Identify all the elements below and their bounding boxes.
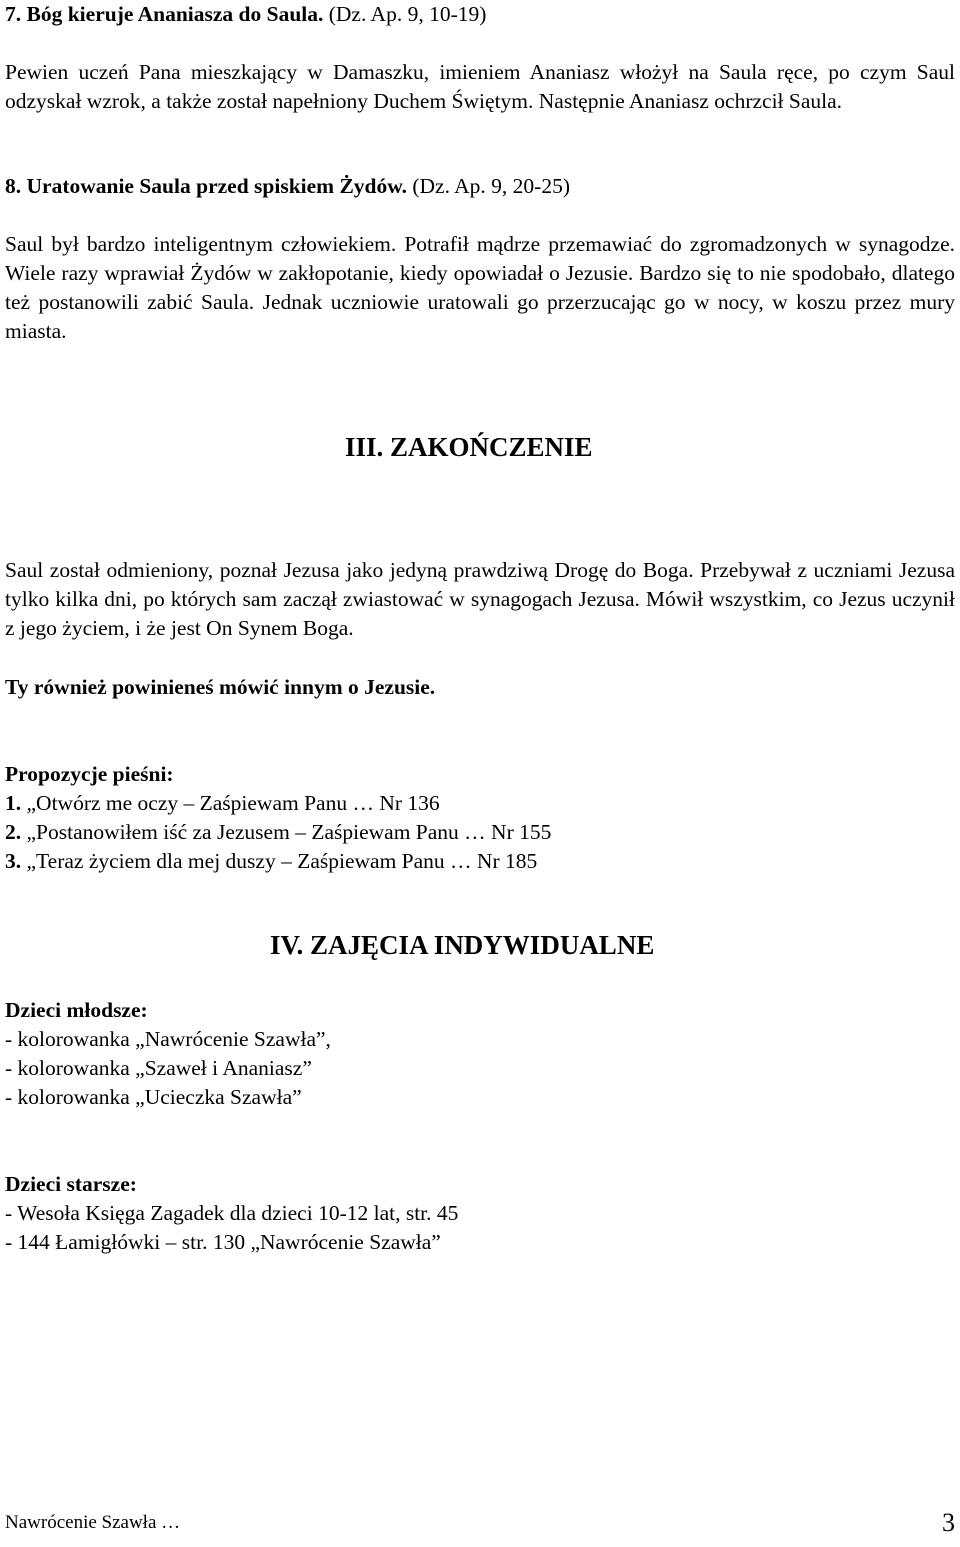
- song-dash: –: [295, 820, 306, 844]
- song-number: 2.: [5, 820, 22, 844]
- conclusion-body: Saul został odmieniony, poznał Jezusa jako jedyną prawdziwą Drogę do Boga. Przebywał z uczniami Jezusa tylko kilka dni, po których sam zaczął zwiastować w synagogach Jezusa. Mówił wszystkim, co Jezus uczynił z jego życiem, i że jest On Synem Boga.: [5, 558, 955, 640]
- older-item: - Wesoła Księga Zagadek dla dzieci 10-12 lat, str. 45: [5, 1201, 459, 1225]
- older-item: - 144 Łamigłówki – str. 130 „Nawrócenie Szawła”: [5, 1230, 441, 1254]
- section-8-heading: [5, 172, 955, 201]
- section-7-heading: [5, 0, 955, 29]
- page-number: 3: [942, 1508, 955, 1537]
- younger-item: - kolorowanka „Nawrócenie Szawła”,: [5, 1027, 331, 1051]
- song-item: [5, 789, 955, 818]
- section-8-body: Saul był bardzo inteligentnym człowiekiem. Potrafił mądrze przemawiać do zgromadzonych w synagodze. Wiele razy wprawiał Żydów w zakłopotanie, kiedy opowiadał o Jezusie. Bardzo się to nie spodobało, dlatego też postanowili zabić Saula. Jednak uczniowie uratowali go przerzucając go w nocy, w koszu przez mury miasta.: [5, 232, 955, 343]
- song-source: Zaśpiewam Panu … Nr 155: [311, 820, 552, 844]
- song-title: „Postanowiłem iść za Jezusem: [21, 820, 290, 844]
- song-source: Zaśpiewam Panu … Nr 136: [199, 791, 440, 815]
- older-title: Dzieci starsze:: [5, 1172, 137, 1196]
- younger-item: - kolorowanka „Ucieczka Szawła”: [5, 1085, 302, 1109]
- section-8-title: 8. Uratowanie Saula przed spiskiem Żydów.: [5, 174, 407, 198]
- song-title: „Otwórz me oczy: [21, 791, 179, 815]
- song-item: [5, 818, 955, 847]
- song-number: 1.: [5, 791, 22, 815]
- section-7-title: 7. Bóg kieruje Ananiasza do Saula.: [5, 2, 324, 26]
- song-dash: –: [281, 849, 292, 873]
- activities-heading: IV. ZAJĘCIA INDYWIDUALNE: [270, 930, 655, 960]
- section-8-ref: (Dz. Ap. 9, 20-25): [406, 174, 570, 198]
- conclusion-heading: III. ZAKOŃCZENIE: [345, 432, 593, 462]
- song-dash: –: [183, 791, 195, 815]
- conclusion-call: Ty również powinieneś mówić innym o Jezusie.: [5, 675, 436, 699]
- songs-title: Propozycje pieśni:: [5, 762, 174, 786]
- song-number: 3.: [5, 849, 22, 873]
- section-7-ref: (Dz. Ap. 9, 10-19): [323, 2, 487, 26]
- song-title: „Teraz życiem dla mej duszy: [21, 849, 276, 873]
- song-item: [5, 847, 955, 876]
- footer-title: Nawrócenie Szawła …: [5, 1512, 181, 1533]
- song-source: Zaśpiewam Panu … Nr 185: [297, 849, 538, 873]
- younger-item: - kolorowanka „Szaweł i Ananiasz”: [5, 1056, 312, 1080]
- younger-title: Dzieci młodsze:: [5, 998, 148, 1022]
- section-7-body: Pewien uczeń Pana mieszkający w Damaszku, imieniem Ananiasz włożył na Saula ręce, po czym Saul odzyskał wzrok, a także został napełniony Duchem Świętym. Następnie Ananiasz ochrzcił Saula.: [5, 60, 955, 113]
